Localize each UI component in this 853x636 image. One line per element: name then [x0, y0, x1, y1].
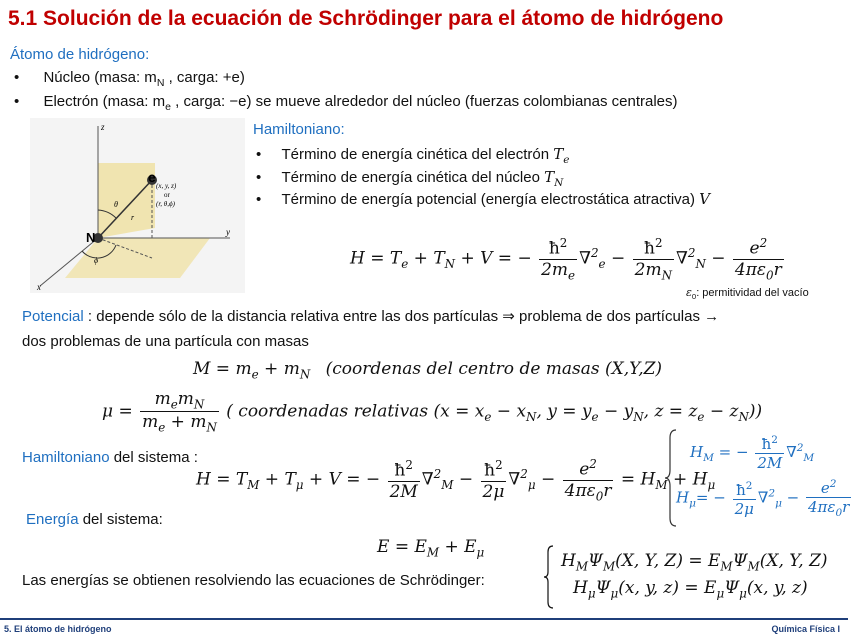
- bullet-text: Núcleo (masa: $m_N$ , carga: +e): [43, 69, 245, 89]
- electron-label: e: [148, 169, 156, 185]
- coords-cartesian: (x, y, z): [156, 182, 177, 190]
- bullet-text: Término de energía potencial (energía electrostática atractiva): [281, 191, 695, 208]
- total-mass-equation: $M = m_e + m_N$ (coordenas del centro de masas (X,Y,Z): [193, 359, 663, 382]
- nucleus-label: N: [86, 230, 96, 245]
- footer-right: Química Física I: [771, 624, 840, 634]
- symbol-v: V: [699, 190, 711, 208]
- footer-left: 5. El átomo de hidrógeno: [4, 624, 112, 634]
- bullet-text: Término de energía cinética del electrón: [281, 146, 550, 163]
- system-hamiltonian-label: [22, 449, 198, 466]
- bullet-dot: •: [256, 191, 262, 208]
- bullet-text: Término de energía cinética del núcleo: [281, 169, 540, 186]
- ham-bullet-nucleus: [256, 168, 563, 189]
- coords-or: or: [164, 191, 170, 199]
- energy-label: [26, 511, 163, 528]
- ham-bullet-electron: [256, 145, 570, 166]
- epsilon-note: $\varepsilon_0$: permitividad del vacío: [686, 286, 809, 302]
- hm-equation: $H_M$ = − $\frac{ħ^2}{2M}$ ∇$^2_M$: [690, 434, 815, 472]
- bullet-dot: •: [256, 169, 262, 186]
- reduced-mass-equation: μ = $\frac{m_em_N}{m_e + m_N}$ ( coordenadas relativas ($x = x_e - x_N$, $y = y_e - y_N$, $z = z_e - z_N$)): [102, 389, 763, 435]
- footer-divider: [0, 618, 848, 620]
- potential-text: : depende sólo de la distancia relativa entre las dos partículas ⇒ problema de dos partículas →: [83, 308, 720, 325]
- x-axis-label: x: [37, 282, 41, 292]
- z-axis-label: z: [101, 122, 105, 132]
- relative-coords-comment: ( coordenadas relativas (x = x: [226, 401, 485, 422]
- coords-spherical: (r, θ,ϕ): [156, 200, 175, 208]
- center-of-mass-comment: coordenas del centro de masas (X,Y,Z): [332, 359, 663, 379]
- phi-label: ϕ: [94, 256, 99, 265]
- energy-rest: del sistema:: [78, 511, 163, 528]
- r-label: r: [131, 213, 135, 222]
- bullet-dot: •: [14, 93, 20, 110]
- energy-equation: $E = E_M + E_\mu$: [377, 537, 485, 560]
- potential-word: Potencial: [22, 308, 84, 325]
- energy-word: Energía: [26, 511, 79, 528]
- bullet-text: Electrón (masa: $m_e$ , carga: −e) se mueve alrededor del núcleo (fuerzas colombianas centrales): [43, 93, 678, 113]
- bullet-dot: •: [14, 69, 20, 86]
- black-brace: [543, 544, 555, 610]
- hamiltonian-heading: Hamiltoniano:: [253, 121, 345, 138]
- hmu-equation: $H_\mu=$ − $\frac{ħ^2}{2\mu}$ ∇$^2_\mu$ − $\frac{e^2}{4\pi\varepsilon_0r}$: [676, 478, 850, 519]
- symbol-tn: $T_N$: [544, 168, 564, 189]
- schrodinger-mu: $H_\mu\Psi_\mu(x$, y, $z) = E_\mu\Psi_\mu(x$, y, z): [573, 578, 808, 601]
- potential-line-2: dos problemas de una partícula con masas: [22, 333, 309, 350]
- system-rest: del sistema :: [109, 449, 198, 466]
- potential-line-1: [22, 307, 719, 325]
- hamiltonian-equation: $H = T_e + T_N + V$ = − $\frac{ħ^2}{2m_e}$ ∇$^2_e$ − $\frac{ħ^2}{2m_N}$ ∇$^2_N$ − $\frac{e^2}{4\pi\varepsilon_0r}$: [350, 236, 782, 283]
- final-text: Las energías se obtienen resolviendo las ecuaciones de Schrödinger:: [22, 572, 485, 589]
- theta-label: θ: [114, 200, 118, 209]
- bullet-electron: [14, 93, 678, 113]
- symbol-te: $T_e$: [553, 145, 570, 166]
- ham-bullet-potential: [256, 190, 710, 208]
- system-word: Hamiltoniano: [22, 449, 110, 466]
- bullet-dot: •: [256, 146, 262, 163]
- page-title: 5.1 Solución de la ecuación de Schrödinger para el átomo de hidrógeno: [8, 7, 724, 30]
- system-hamiltonian-equation: $H = T_M + T_\mu + V$ = − $\frac{ħ^2}{2M}$ ∇$^2_M$ − $\frac{ħ^2}{2\mu}$ ∇$^2_\mu$ − $\frac{e^2}{4\pi\varepsilon_0r}$ = $H_M + H_\mu$: [196, 457, 716, 504]
- bullet-nucleus: [14, 69, 245, 89]
- spherical-coordinates-diagram: [30, 118, 245, 293]
- atom-heading: Átomo de hidrógeno:: [10, 46, 150, 63]
- y-axis-label: y: [226, 227, 230, 237]
- schrodinger-M: $H_M\Psi_M(X$, Y, $Z) = E_M\Psi_M(X$, Y, Z): [561, 551, 828, 574]
